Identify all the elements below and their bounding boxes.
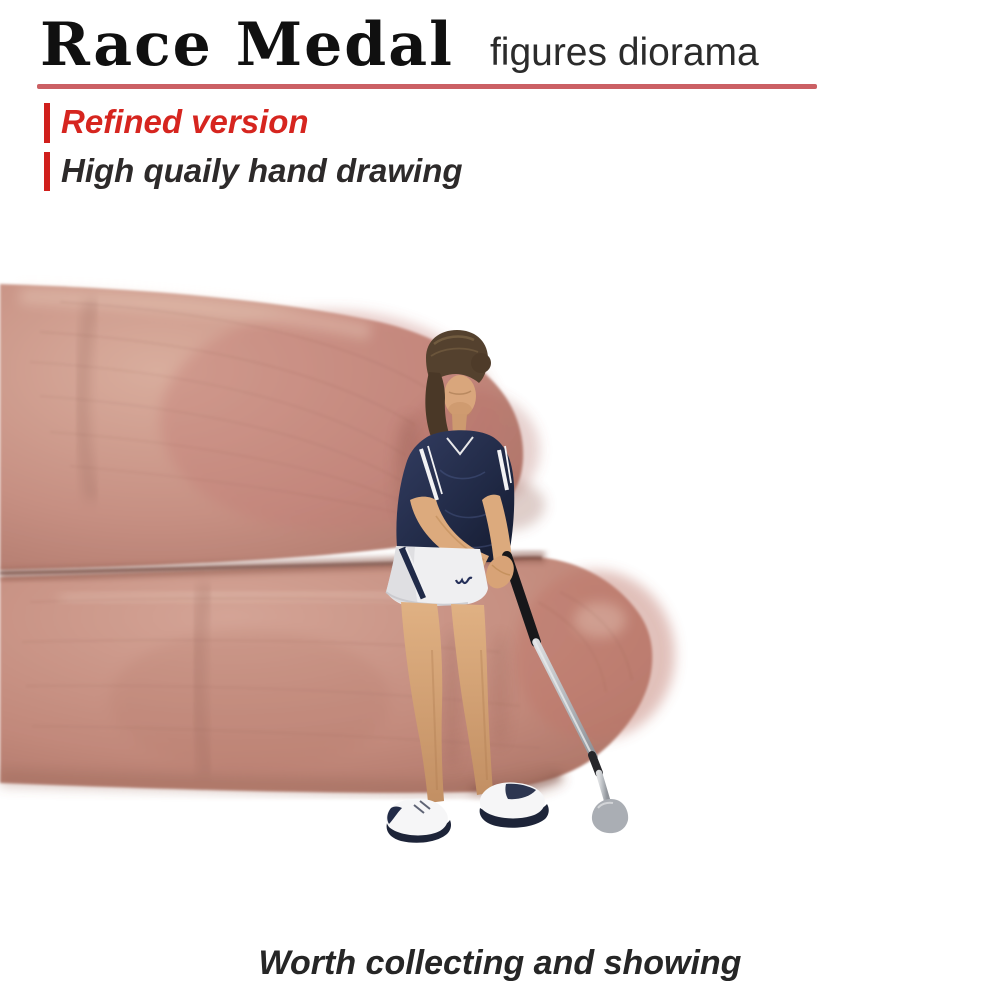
golfer-skirt <box>386 546 488 607</box>
feature-list <box>44 103 463 191</box>
club-head <box>592 799 628 833</box>
page-subtitle: figures diorama <box>489 31 759 74</box>
page-title: Race Medal <box>40 10 454 80</box>
bottom-caption: Worth collecting and showing <box>258 944 742 982</box>
header <box>40 12 759 78</box>
feature-item-refined-version: Refined version <box>44 103 463 143</box>
title-divider <box>37 84 817 89</box>
feature-item-hand-drawing: High quaily hand drawing <box>44 152 463 192</box>
